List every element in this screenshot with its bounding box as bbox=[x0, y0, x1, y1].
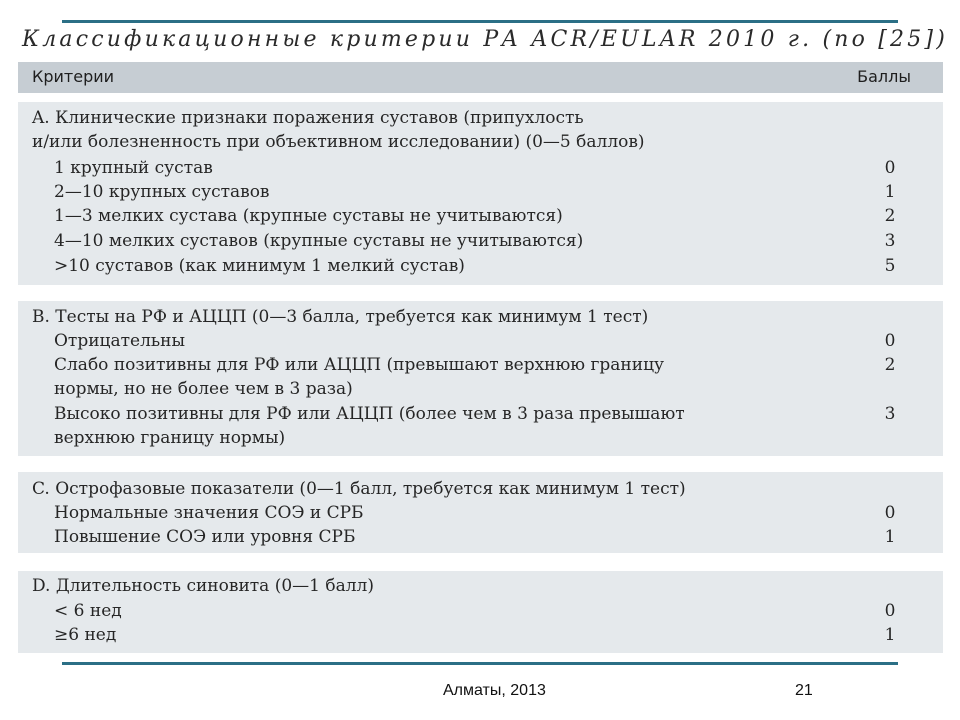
section-row bbox=[18, 106, 943, 130]
criterion-points: 1 bbox=[884, 527, 896, 547]
table-header bbox=[18, 62, 943, 93]
criterion-text: нормы, но не более чем в 3 раза) bbox=[54, 379, 353, 399]
footer-city: Алматы, 2013 bbox=[443, 682, 546, 699]
criterion-points: 0 bbox=[884, 601, 896, 621]
criterion-text: и/или болезненность при объективном исследовании) (0—5 баллов) bbox=[32, 132, 645, 152]
section-row bbox=[18, 501, 943, 525]
bottom-divider-line bbox=[62, 662, 898, 665]
section-b bbox=[18, 301, 943, 456]
criterion-text: B. Тесты на РФ и АЦЦП (0—3 балла, требуется как минимум 1 тест) bbox=[32, 307, 649, 327]
section-row bbox=[18, 204, 943, 228]
section-c bbox=[18, 472, 943, 553]
section-row bbox=[18, 574, 943, 598]
criterion-points: 5 bbox=[884, 256, 896, 276]
criterion-text: 2—10 крупных суставов bbox=[54, 182, 270, 202]
criterion-text: Отрицательны bbox=[54, 331, 186, 351]
criterion-points: 0 bbox=[884, 331, 896, 351]
section-row bbox=[18, 426, 943, 450]
section-row bbox=[18, 353, 943, 377]
criterion-text: A. Клинические признаки поражения суставов (припухлость bbox=[32, 108, 584, 128]
criterion-text: Повышение СОЭ или уровня СРБ bbox=[54, 527, 356, 547]
criterion-points: 3 bbox=[884, 404, 896, 424]
section-row bbox=[18, 156, 943, 180]
criterion-text: 1—3 мелких сустава (крупные суставы не учитываются) bbox=[54, 206, 563, 226]
criterion-text: Высоко позитивны для РФ или АЦЦП (более чем в 3 раза превышают bbox=[54, 404, 685, 424]
criterion-text: Нормальные значения СОЭ и СРБ bbox=[54, 503, 364, 523]
page-number: 21 bbox=[795, 682, 813, 699]
header-criteria: Критерии bbox=[32, 67, 115, 86]
section-row bbox=[18, 229, 943, 253]
section-row bbox=[18, 305, 943, 329]
criterion-points: 3 bbox=[884, 231, 896, 251]
criterion-text: D. Длительность синовита (0—1 балл) bbox=[32, 576, 374, 596]
criterion-text: Слабо позитивны для РФ или АЦЦП (превышают верхнюю границу bbox=[54, 355, 665, 375]
section-row bbox=[18, 623, 943, 647]
criterion-text: C. Острофазовые показатели (0—1 балл, требуется как минимум 1 тест) bbox=[32, 479, 686, 499]
criterion-text: 1 крупный сустав bbox=[54, 158, 213, 178]
criterion-text: < 6 нед bbox=[54, 601, 122, 621]
criterion-text: ≥6 нед bbox=[54, 625, 117, 645]
section-d bbox=[18, 571, 943, 653]
criterion-points: 1 bbox=[884, 182, 896, 202]
section-row bbox=[18, 599, 943, 623]
criterion-points: 2 bbox=[884, 206, 896, 226]
top-divider-line bbox=[62, 20, 898, 23]
section-row bbox=[18, 130, 943, 154]
section-row bbox=[18, 477, 943, 501]
section-row bbox=[18, 254, 943, 278]
section-a bbox=[18, 102, 943, 285]
section-row bbox=[18, 180, 943, 204]
criterion-text: верхнюю границу нормы) bbox=[54, 428, 286, 448]
criterion-points: 2 bbox=[884, 355, 896, 375]
section-row bbox=[18, 329, 943, 353]
section-row bbox=[18, 525, 943, 549]
criterion-text: 4—10 мелких суставов (крупные суставы не учитываются) bbox=[54, 231, 584, 251]
criterion-text: >10 суставов (как минимум 1 мелкий сустав) bbox=[54, 256, 465, 276]
header-points: Баллы bbox=[857, 67, 911, 86]
criterion-points: 1 bbox=[884, 625, 896, 645]
criterion-points: 0 bbox=[884, 158, 896, 178]
section-row bbox=[18, 402, 943, 426]
section-row bbox=[18, 377, 943, 401]
slide-title: Классификационные критерии РА ACR/EULAR 2010 г. (по [25]) bbox=[22, 27, 948, 52]
criterion-points: 0 bbox=[884, 503, 896, 523]
